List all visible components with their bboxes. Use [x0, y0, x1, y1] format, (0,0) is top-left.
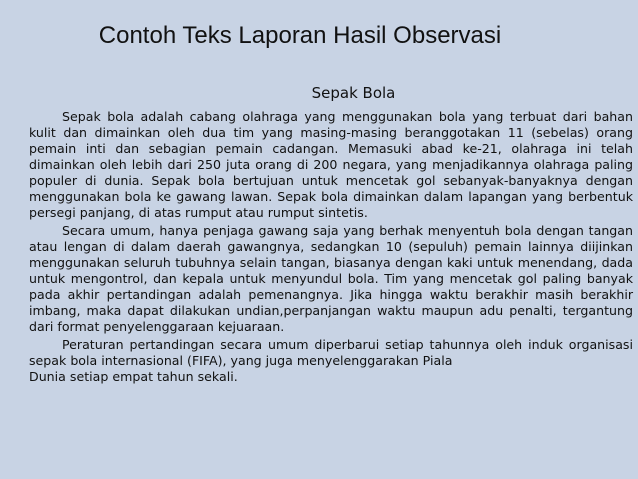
closing-line: Dunia setiap empat tahun sekali.	[29, 369, 238, 384]
paragraph-3: Peraturan pertandingan secara umum diperbarui setiap tahunnya oleh induk organisasi sepak bola internasional (FIFA), yang juga menyelenggarakan Piala	[29, 337, 633, 368]
document-heading: Sepak Bola	[311, 84, 396, 102]
paragraph-2: Secara umum, hanya penjaga gawang saja yang berhak menyentuh bola dengan tangan atau lengan di dalam daerah gawangnya, sedangkan 10 (sepuluh) pemain lainnya diijinkan menggunakan seluruh tubuhnya selain tangan, biasanya dengan kaki untuk menendang, dada untuk mengontrol, dan kepala untuk menyundul bola. Tim yang mencetak gol paling banyak pada akhir pertandingan adalah pemenangnya. Jika hingga waktu berakhir masih berakhir imbang, maka dapat dilakukan undian,perpanjangan waktu maupun adu penalti, tergantung dari format penyelenggaraan kejuaraan.	[29, 223, 633, 334]
slide-title: Contoh Teks Laporan Hasil Observasi	[98, 22, 502, 49]
paragraph-1: Sepak bola adalah cabang olahraga yang menggunakan bola yang terbuat dari bahan kulit dan dimainkan oleh dua tim yang masing-masing beranggotakan 11 (sebelas) orang pemain inti dan sebagian pemain cadangan. Memasuki abad ke-21, olahraga ini telah dimainkan oleh lebih dari 250 juta orang di 200 negara, yang menjadikannya olahraga paling populer di dunia. Sepak bola bertujuan untuk mencetak gol sebanyak-banyaknya dengan menggunakan bola ke gawang lawan. Sepak bola dimainkan dalam lapangan yang berbentuk persegi panjang, di atas rumput atau rumput sintetis.	[29, 109, 633, 220]
document-body	[29, 83, 633, 385]
